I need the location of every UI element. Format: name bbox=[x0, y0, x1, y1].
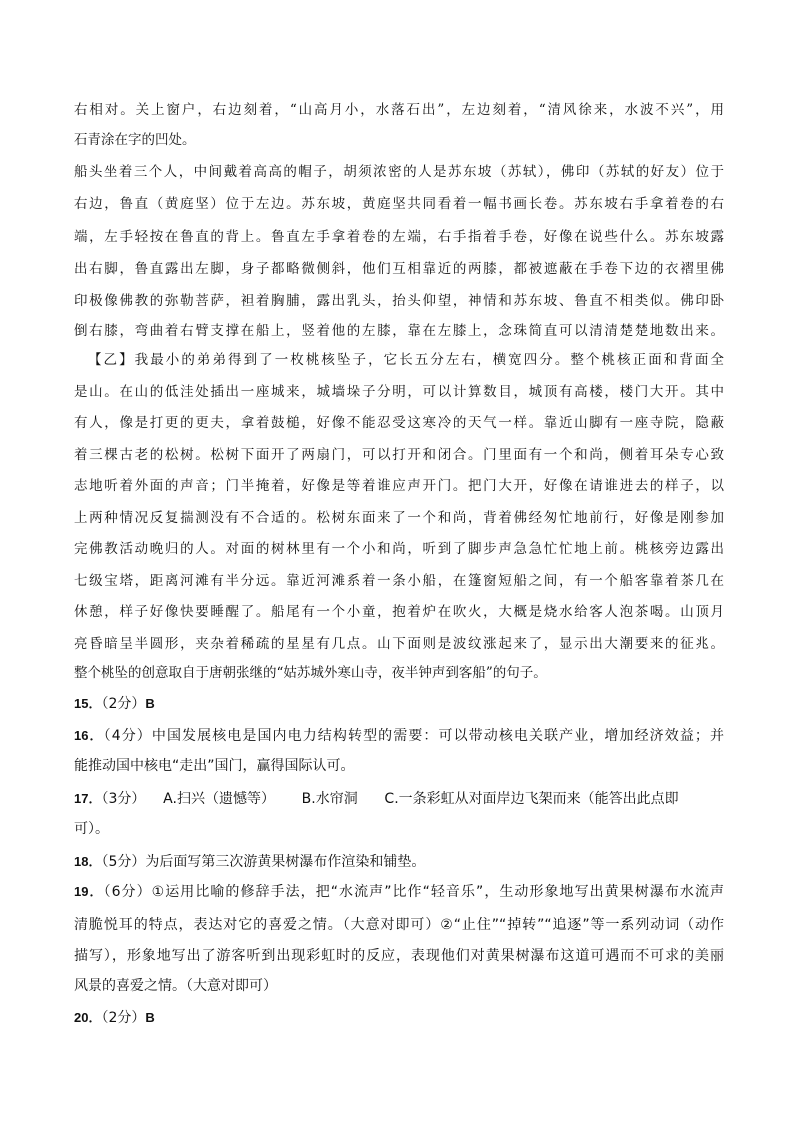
passage-a-line: 右相对。关上窗户，右边刻着，“山高月小，水落石出”，左边刻着，“清风徐来，水波不兴”，用 bbox=[74, 102, 724, 118]
question-score: （2分） bbox=[101, 696, 146, 712]
answer-17-line-2: 可）。 bbox=[74, 821, 109, 837]
answer-19-line-3: 描写），形象地写出了游客听到出现彩虹时的反应，表现他们对黄果树瀑布这道可遇而不可求的美丽 bbox=[74, 948, 724, 964]
passage-b-line: 有人，像是打更的更夫，拿着鼓槌，好像不能忍受这寒冷的天气一样。靠近山脚有一座寺院，隐蔽 bbox=[74, 415, 724, 431]
question-score: （2分） bbox=[101, 1010, 146, 1026]
passage-a-line: 右边，鲁直（黄庭坚）位于左边。苏东坡，黄庭坚共同看着一幅书画长卷。苏东坡右手拿着卷的右 bbox=[74, 196, 724, 212]
passage-b-line: 完佛教活动晚归的人。对面的树林里有一个小和尚，听到了脚步声急急忙忙地上前。桃核旁边露出 bbox=[74, 541, 724, 557]
answer-16-line-2: 能推动国中核电“走出”国门，赢得国际认可。 bbox=[74, 758, 355, 774]
passage-a-line: 印极像佛教的弥勒菩萨，袒着胸脯，露出乳头，抬头仰望，神情和苏东坡、鲁直不相类似。佛印卧 bbox=[74, 293, 724, 309]
passage-b-line: 是山。在山的低洼处插出一座城来，城墙垛子分明，可以计算数目，城顶有高楼，楼门大开。其中 bbox=[74, 384, 724, 400]
question-number: 20． bbox=[74, 1010, 102, 1025]
passage-a-line: 出右脚，鲁直露出左脚，身子都略微侧斜，他们互相靠近的两膝，都被遮蔽在手卷下边的衣褶里佛 bbox=[74, 261, 724, 277]
answer-text: （5分）为后面写第三次游黄果树瀑布作渲染和铺垫。 bbox=[101, 854, 426, 870]
passage-b-line: 志地听着外面的声音；门半掩着，好像是等着谁应声开门。把门大开，好像在请谁进去的样子，以 bbox=[74, 478, 724, 494]
passage-b-line: 亮昏暗呈半圆形，夹杂着稀疏的星星有几点。山下面则是波纹涨起来了，显示出大潮要来的征兆。 bbox=[74, 636, 724, 652]
answer-15 bbox=[74, 694, 724, 714]
question-number: 15． bbox=[74, 696, 102, 711]
answer-19-line-2: 清脆悦耳的特点，表达对它的喜爱之情。（大意对即可）②“止住”“掉转”“追逐”等一系列动词（动作 bbox=[74, 917, 724, 933]
passage-b-line: 着三棵古老的松树。松树下面开了两扇门，可以打开和闭合。门里面有一个和尚，侧着耳朵专心致 bbox=[74, 447, 724, 463]
question-number: 19． bbox=[74, 884, 104, 899]
passage-a-line: 石青涂在字的凹处。 bbox=[74, 132, 196, 148]
answer-19-line-4: 风景的喜爱之情。（大意对即可） bbox=[74, 978, 277, 994]
question-number: 18． bbox=[74, 854, 102, 869]
passage-b-line: 【乙】我最小的弟弟得到了一枚桃核坠子，它长五分左右，横宽四分。整个桃核正面和背面全 bbox=[88, 352, 724, 368]
passage-b-line: 上两种情况反复揣测没有不合适的。松树东面来了一个和尚，背着佛经匆忙地前行，好像是刚参加 bbox=[74, 510, 724, 526]
answer-text: （3分） A.扫兴（遗憾等） B.水帘洞 C.一条彩虹从对面岸边飞架而来（能答出此点即 bbox=[101, 791, 679, 807]
passage-b-line: 整个桃坠的创意取自于唐朝张继的“姑苏城外寒山寺，夜半钟声到客船”的句子。 bbox=[74, 665, 547, 681]
answer-20 bbox=[74, 1008, 724, 1028]
passage-a-line: 端，左手轻按在鲁直的背上。鲁直左手拿着卷的左端，右手指着手卷，好像在说些什么。苏东坡露 bbox=[74, 229, 724, 245]
answer-17-line-1 bbox=[74, 789, 724, 809]
question-number: 17． bbox=[74, 791, 102, 806]
passage-a-line: 船头坐着三个人，中间戴着高高的帽子，胡须浓密的人是苏东坡（苏轼），佛印（苏轼的好友）位于 bbox=[74, 164, 724, 180]
answer-text: （4分）中国发展核电是国内电力结构转型的需要：可以带动核电关联产业，增加经济效益；并 bbox=[103, 728, 724, 744]
answer-text: （6分）①运用比喻的修辞手法，把“水流声”比作“轻音乐”，生动形象地写出黄果树瀑布水流声 bbox=[103, 884, 724, 900]
passage-a-line: 倒右膝，弯曲着右臂支撑在船上，竖着他的左膝，靠在左膝上，念珠简直可以清清楚楚地数出来。 bbox=[74, 323, 724, 339]
answer-text: B bbox=[145, 696, 155, 711]
answer-19-line-1 bbox=[74, 882, 724, 902]
passage-b-line: 休憩，样子好像快要睡醒了。船尾有一个小童，抱着炉在吹火，大概是烧水给客人泡茶喝。山顶月 bbox=[74, 604, 724, 620]
passage-b-line: 七级宝塔，距离河滩有半分远。靠近河滩系着一条小船，在篷窗短船之间，有一个船客靠着茶几在 bbox=[74, 573, 724, 589]
answer-16-line-1 bbox=[74, 726, 724, 746]
answer-18 bbox=[74, 852, 724, 872]
answer-text: B bbox=[145, 1010, 155, 1025]
question-number: 16． bbox=[74, 728, 104, 743]
